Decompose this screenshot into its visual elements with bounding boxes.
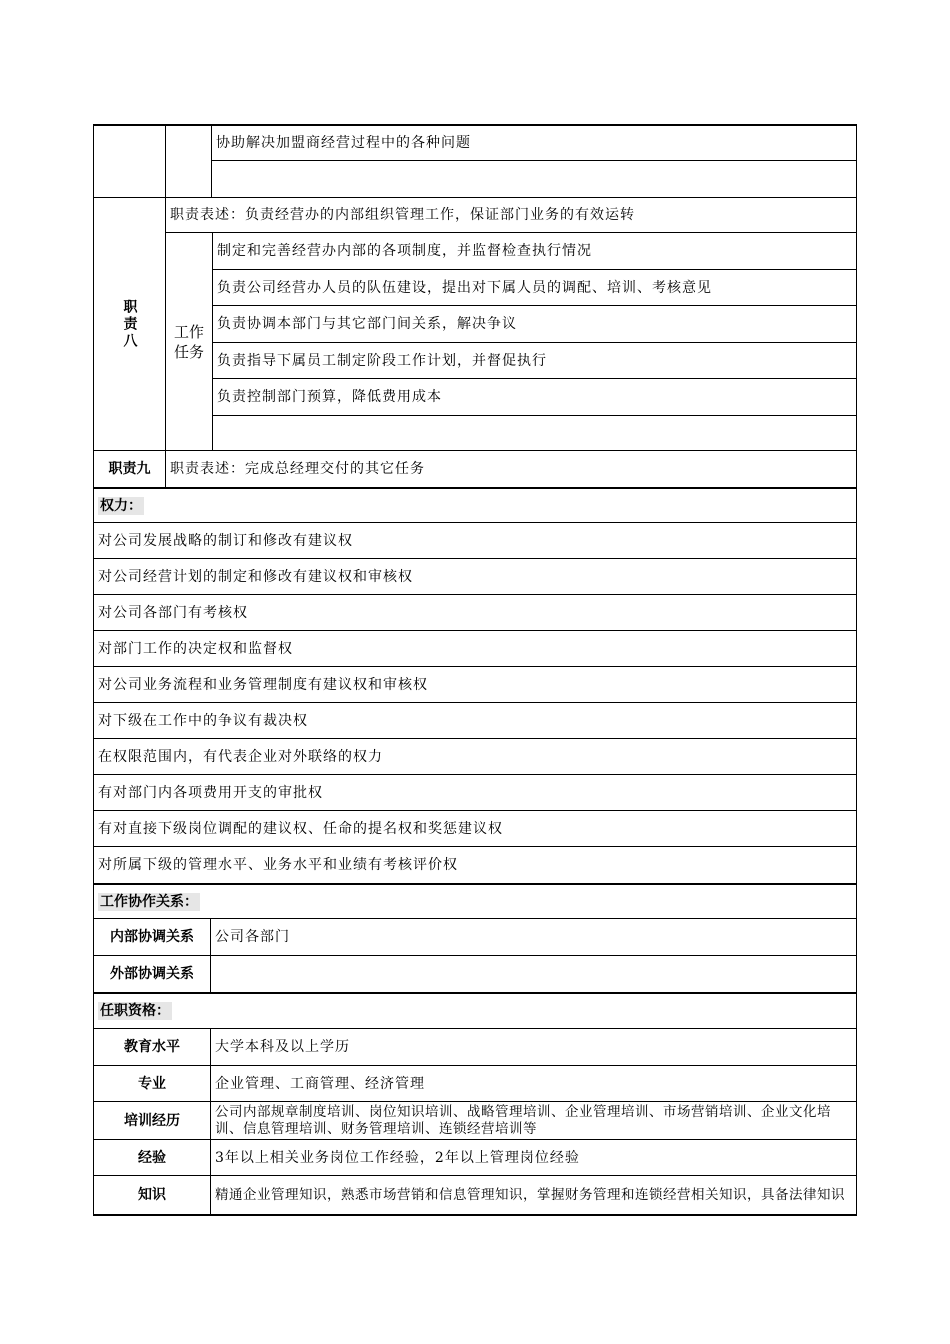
duty9-section: [93, 450, 857, 487]
duty8-body: [165, 198, 856, 450]
knowledge-value: 精通企业管理知识，熟悉市场营销和信息管理知识，掌握财务管理和连锁经营相关知识，具备法律知识: [210, 1176, 856, 1214]
duty9-label: 职责九: [108, 461, 151, 477]
training-value: 公司内部规章制度培训、岗位知识培训、战略管理培训、企业管理培训、市场营销培训、企业文化培训、信息管理培训、财务管理培训、连锁经营培训等: [210, 1102, 856, 1139]
internal-coordination-value: 公司各部门: [210, 919, 856, 955]
power-item: 对公司各部门有考核权: [98, 604, 248, 621]
power-item: 有对直接下级岗位调配的建议权、任命的提名权和奖惩建议权: [98, 820, 503, 837]
duty8-task: 负责指导下属员工制定阶段工作计划，并督促执行: [217, 352, 547, 369]
duty8-task: 制定和完善经营办内部的各项制度，并监督检查执行情况: [217, 243, 592, 259]
internal-coordination-label: 内部协调关系: [110, 929, 194, 945]
power-item: 对下级在工作中的争议有裁决权: [98, 712, 308, 729]
power-item: 在权限范围内，有代表企业对外联络的权力: [98, 748, 383, 765]
job-description-table: [93, 124, 857, 1216]
duty7-label-cell: [94, 126, 165, 197]
experience-value: 3年以上相关业务岗位工作经验，2年以上管理岗位经验: [210, 1140, 856, 1175]
power-item: 对所属下级的管理水平、业务水平和业绩有考核评价权: [98, 857, 458, 873]
major-label: 专业: [138, 1075, 166, 1092]
power-item: 对公司经营计划的制定和修改有建议权和审核权: [98, 568, 413, 585]
power-item: 对公司发展战略的制订和修改有建议权: [98, 532, 353, 549]
duty7-task: 协助解决加盟商经营过程中的各种问题: [216, 135, 471, 152]
cooperation-section: [93, 883, 857, 992]
duty8-task-label: 工作任务: [173, 322, 204, 361]
duty8-task: 负责控制部门预算，降低费用成本: [217, 389, 442, 405]
power-section: [93, 487, 857, 883]
cooperation-header: 工作协作关系：: [100, 893, 198, 910]
duty8-task-list: [212, 233, 856, 450]
knowledge-label: 知识: [138, 1187, 166, 1203]
major-value: 企业管理、工商管理、经济管理: [210, 1066, 856, 1101]
external-coordination-value: [210, 956, 856, 992]
duty8-task: 负责协调本部门与其它部门间关系，解决争议: [217, 316, 517, 332]
duty8-description: 职责表述：负责经营办的内部组织管理工作，保证部门业务的有效运转: [170, 207, 635, 223]
duty7-task: [212, 161, 220, 197]
duty7-task-list: [211, 126, 856, 197]
qualification-section: [93, 992, 857, 1216]
power-item: 对公司业务流程和业务管理制度有建议权和审核权: [98, 676, 428, 693]
duty7-continuation: [93, 124, 857, 197]
qualification-header: 任职资格：: [100, 1003, 170, 1019]
duty8-label: 职责八: [121, 298, 138, 350]
education-label: 教育水平: [124, 1039, 180, 1055]
training-label: 培训经历: [124, 1112, 180, 1129]
duty8-section: [93, 197, 857, 450]
power-header: 权力：: [100, 497, 142, 514]
duty8-task: [213, 416, 221, 450]
power-item: 有对部门内各项费用开支的审批权: [98, 784, 323, 801]
experience-label: 经验: [138, 1149, 166, 1166]
duty9-description: 职责表述：完成总经理交付的其它任务: [165, 451, 856, 487]
education-value: 大学本科及以上学历: [210, 1029, 856, 1065]
duty8-task: 负责公司经营办人员的队伍建设，提出对下属人员的调配、培训、考核意见: [217, 279, 712, 296]
power-item: 对部门工作的决定权和监督权: [98, 640, 293, 657]
duty7-task-label-cell: [165, 126, 211, 197]
external-coordination-label: 外部协调关系: [110, 966, 194, 982]
